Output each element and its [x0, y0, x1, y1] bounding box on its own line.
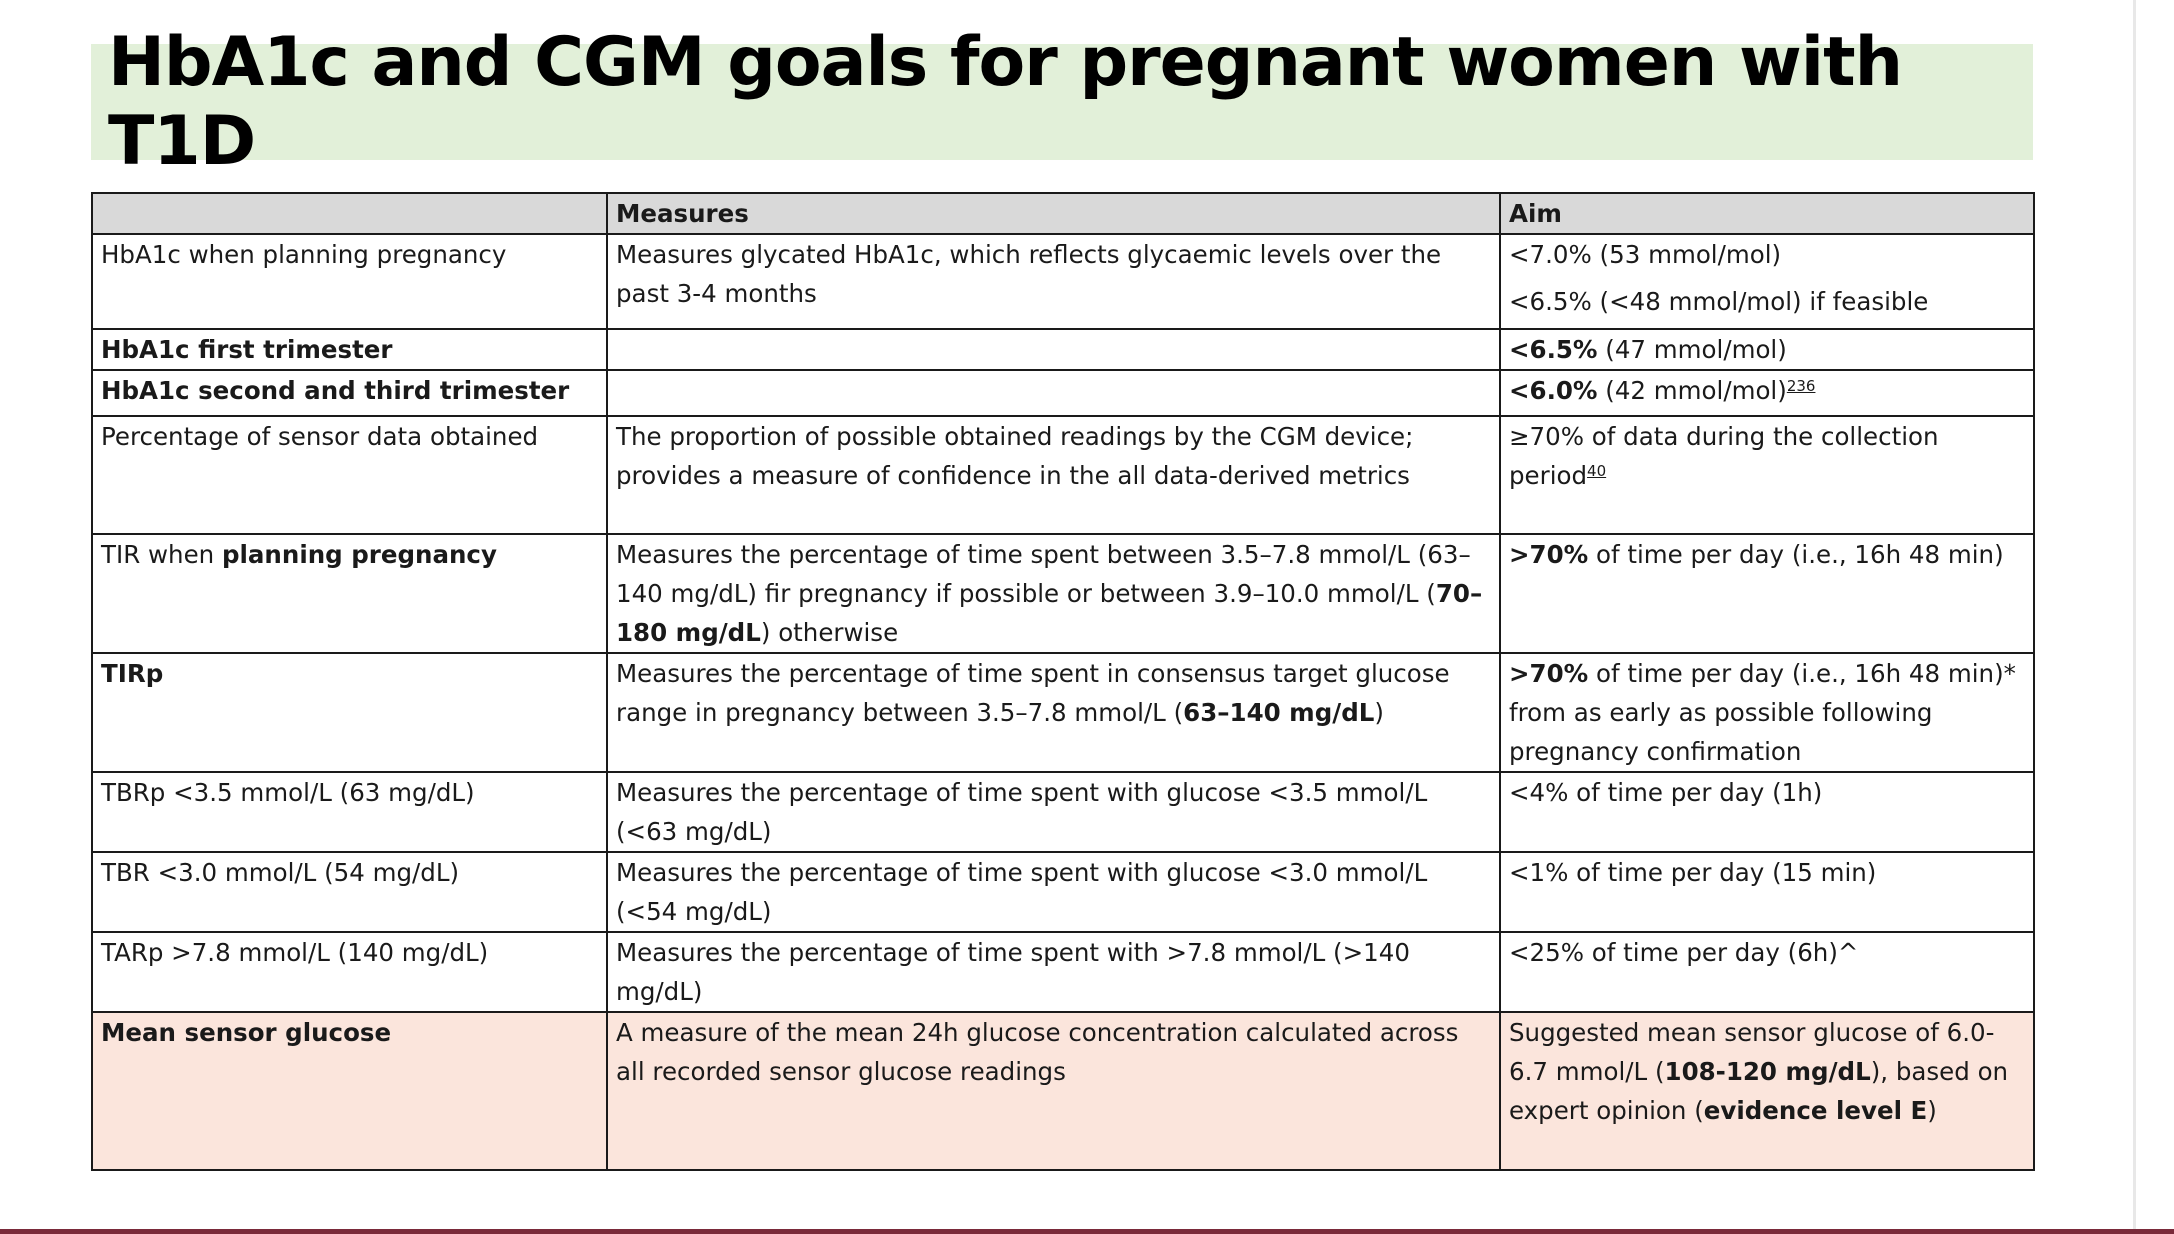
table-row: [92, 653, 2034, 772]
table-row-highlight: [92, 1012, 2034, 1170]
aim-value: >70%: [1509, 540, 1589, 569]
table-row: [92, 329, 2034, 370]
measure-emphasis: 70–180 mg/dL: [616, 579, 1483, 647]
row-measure: Measures the percentage of time spent with glucose <3.5 mmol/L (<63 mg/dL): [607, 772, 1500, 852]
row-label: HbA1c first trimester: [92, 329, 607, 370]
aim-value: <6.0%: [1509, 376, 1598, 405]
aim-line: <6.5% (<48 mmol/mol) if feasible: [1509, 287, 1929, 316]
table-row: [92, 370, 2034, 416]
row-label: TARp >7.8 mmol/L (140 mg/dL): [92, 932, 607, 1012]
header-blank: [92, 193, 607, 234]
row-measure: Measures the percentage of time spent with >7.8 mmol/L (>140 mg/dL): [607, 932, 1500, 1012]
table-row: [92, 416, 2034, 534]
aim-detail: (42 mmol/mol): [1597, 376, 1787, 405]
row-label: Mean sensor glucose: [92, 1012, 607, 1170]
row-measure: Measures glycated HbA1c, which reflects glycaemic levels over the past 3-4 months: [607, 234, 1500, 329]
slide-edge: [2133, 0, 2136, 1234]
row-label: HbA1c when planning pregnancy: [92, 234, 607, 329]
aim-value: >70%: [1509, 659, 1589, 688]
slide-title: HbA1c and CGM goals for pregnant women with T1D: [91, 44, 2033, 160]
aim-detail: of time per day (i.e., 16h 48 min): [1588, 540, 2004, 569]
row-label: TBRp <3.5 mmol/L (63 mg/dL): [92, 772, 607, 852]
table-row: [92, 534, 2034, 653]
goals-table: [91, 192, 2035, 1171]
measure-emphasis: 63–140 mg/dL: [1183, 698, 1375, 727]
row-aim: [1500, 370, 2034, 416]
aim-detail: ), based on expert opinion (: [1509, 1057, 2009, 1125]
measure-text: ) otherwise: [760, 618, 899, 647]
aim-emphasis: 108-120 mg/dL: [1664, 1057, 1871, 1086]
aim-detail: Suggested mean sensor glucose of 6.0-6.7 mmol/L (: [1509, 1018, 1995, 1086]
row-label: [92, 534, 607, 653]
aim-detail: of time per day (i.e., 16h 48 min)* from as early as possible following pregnancy confirmation: [1509, 659, 2016, 766]
row-measure: [607, 329, 1500, 370]
row-aim: <25% of time per day (6h)^: [1500, 932, 2034, 1012]
bottom-rule: [0, 1229, 2174, 1234]
row-measure: [607, 653, 1500, 772]
row-label: TIRp: [92, 653, 607, 772]
table-row: [92, 932, 2034, 1012]
row-aim: <1% of time per day (15 min): [1500, 852, 2034, 932]
measure-text: Measures the percentage of time spent between 3.5–7.8 mmol/L (63–140 mg/dL) fir pregnancy if possible or between 3.9–10.0 mmol/L (: [616, 540, 1471, 608]
table-row: [92, 234, 2034, 329]
measure-text: ): [1374, 698, 1384, 727]
row-measure: Measures the percentage of time spent with glucose <3.0 mmol/L (<54 mg/dL): [607, 852, 1500, 932]
label-emphasis: planning pregnancy: [221, 540, 497, 569]
header-aim: Aim: [1500, 193, 2034, 234]
table-row: [92, 772, 2034, 852]
aim-detail: ≥70% of data during the collection period: [1509, 422, 1939, 490]
aim-emphasis: evidence level E: [1703, 1096, 1928, 1125]
table-row: [92, 852, 2034, 932]
row-aim: [1500, 329, 2034, 370]
row-aim: [1500, 1012, 2034, 1170]
row-measure: A measure of the mean 24h glucose concentration calculated across all recorded sensor glucose readings: [607, 1012, 1500, 1170]
row-label: HbA1c second and third trimester: [92, 370, 607, 416]
reference-link[interactable]: 236: [1786, 377, 1816, 395]
measure-text: Measures the percentage of time spent in consensus target glucose range in pregnancy between 3.5–7.8 mmol/L (: [616, 659, 1450, 727]
aim-detail: ): [1927, 1096, 1937, 1125]
row-aim: [1500, 534, 2034, 653]
aim-detail: (47 mmol/mol): [1597, 335, 1787, 364]
aim-line: <7.0% (53 mmol/mol): [1509, 240, 1782, 269]
table-header-row: [92, 193, 2034, 234]
reference-link[interactable]: 40: [1587, 462, 1607, 480]
aim-value: <6.5%: [1509, 335, 1598, 364]
row-aim: [1500, 653, 2034, 772]
row-measure: The proportion of possible obtained readings by the CGM device; provides a measure of confidence in the all data-derived metrics: [607, 416, 1500, 534]
row-measure: [607, 534, 1500, 653]
row-aim: [1500, 416, 2034, 534]
header-measures: Measures: [607, 193, 1500, 234]
row-label: Percentage of sensor data obtained: [92, 416, 607, 534]
row-measure: [607, 370, 1500, 416]
row-aim: [1500, 234, 2034, 329]
row-label: TBR <3.0 mmol/L (54 mg/dL): [92, 852, 607, 932]
row-aim: <4% of time per day (1h): [1500, 772, 2034, 852]
label-text: TIR when: [101, 540, 222, 569]
